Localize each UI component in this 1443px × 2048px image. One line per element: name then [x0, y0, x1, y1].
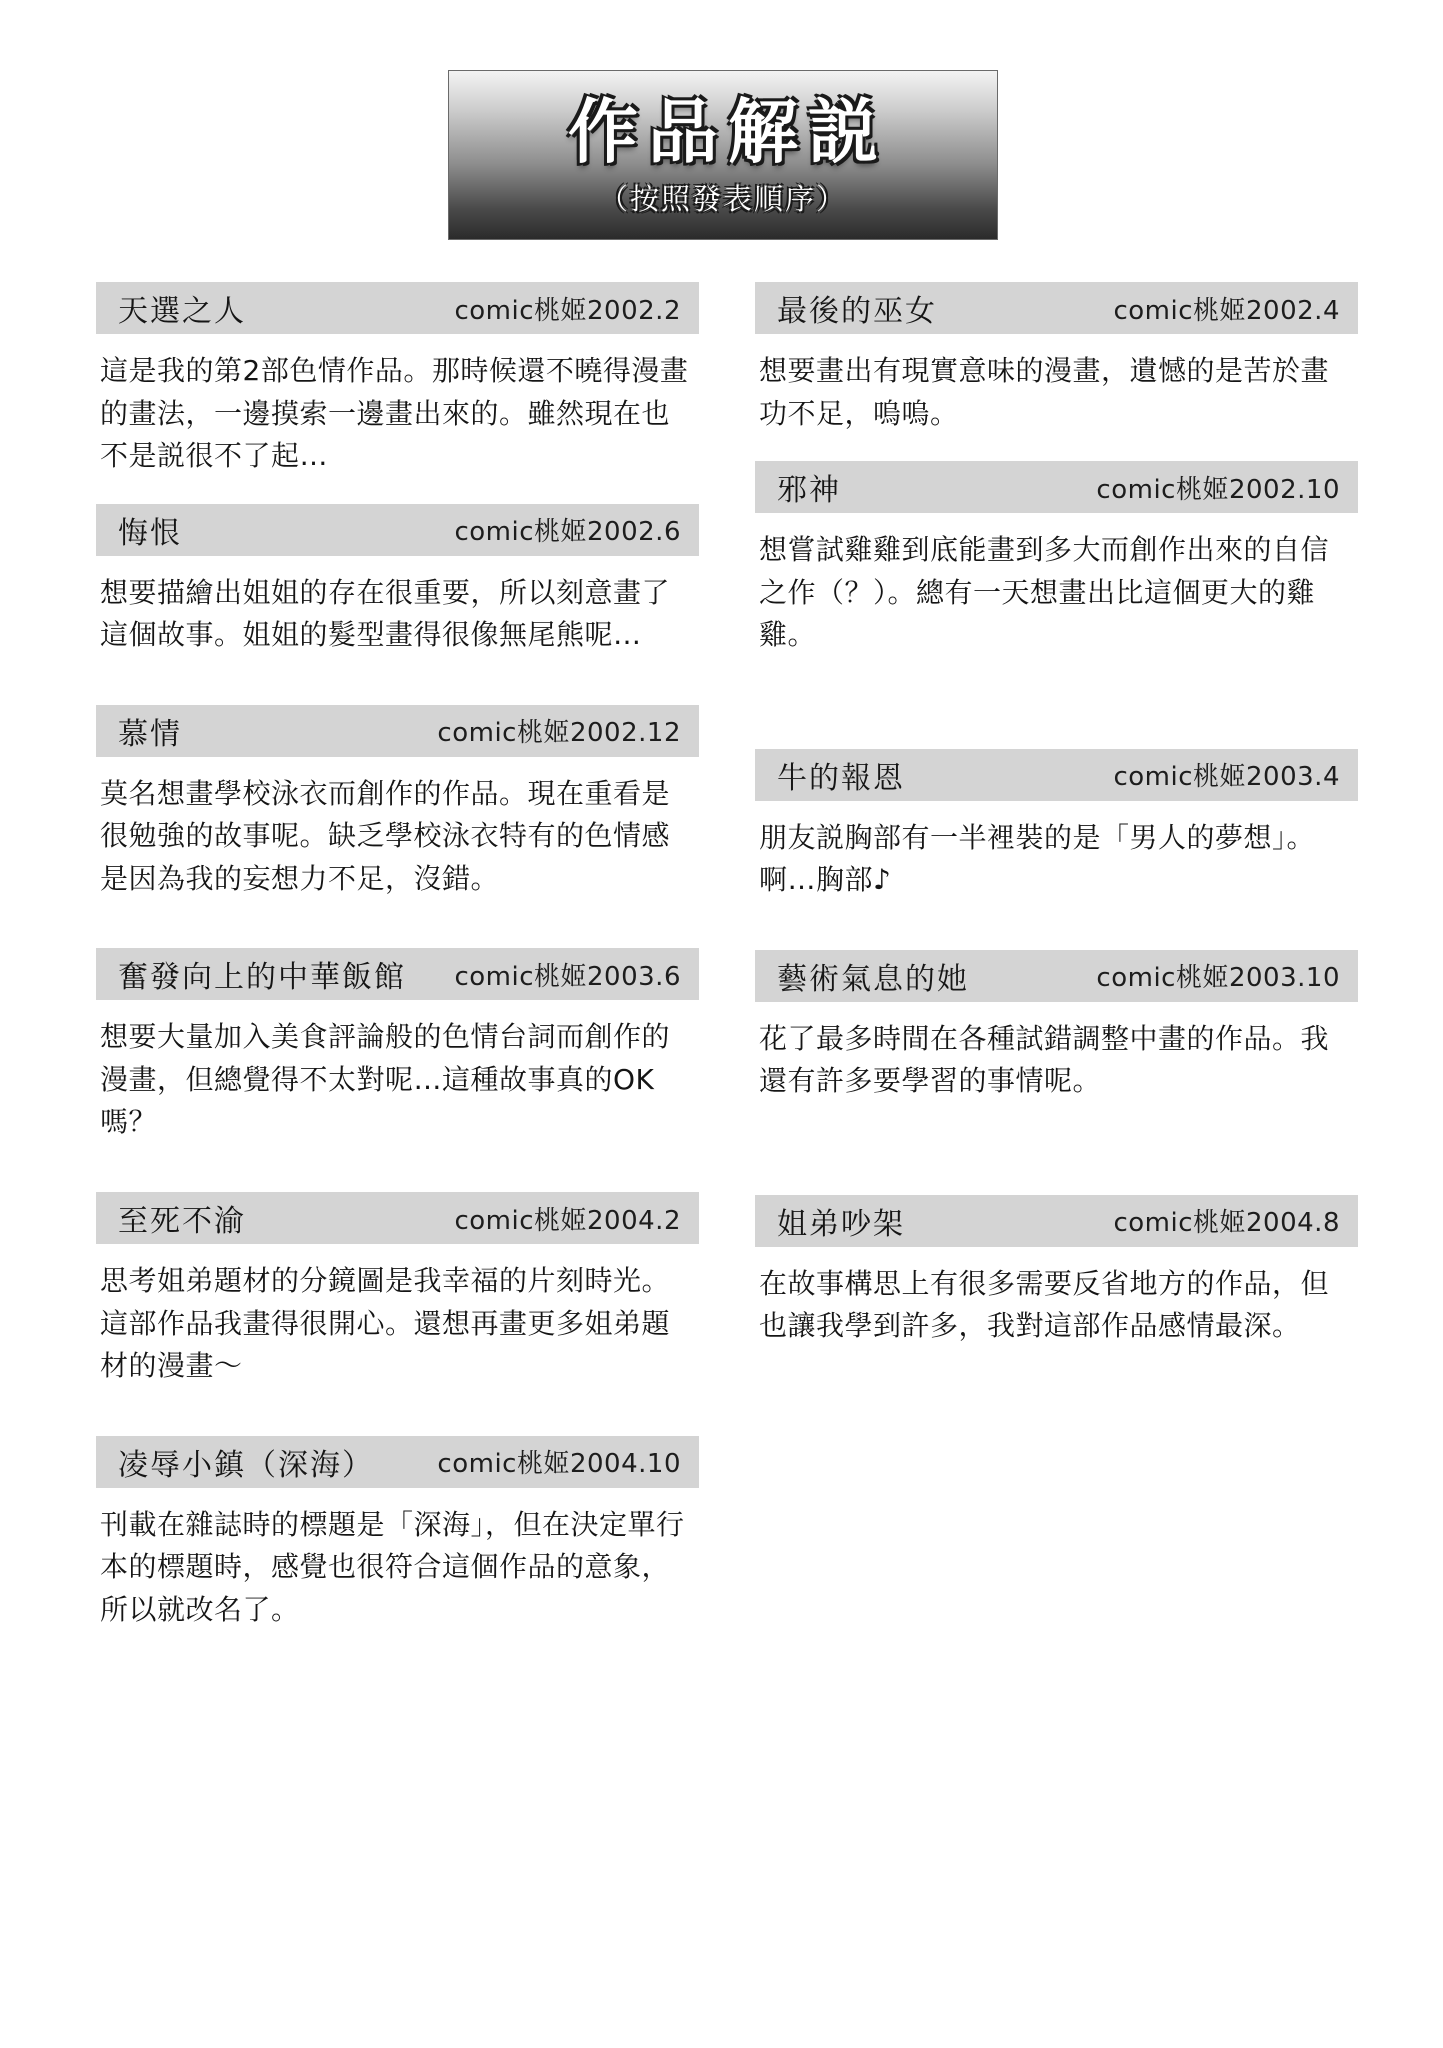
entry-title: 藝術氣息的她 — [777, 961, 969, 997]
entry — [96, 948, 699, 1144]
page-title: 作品解説 — [568, 90, 888, 173]
entry-source: comic桃姬2003.10 — [1096, 963, 1340, 994]
entry-header — [96, 282, 699, 334]
entry-body: 想嘗試雞雞到底能畫到多大而創作出來的自信之作（？）。總有一天想畫出比這個更大的雞雞。 — [759, 533, 1330, 652]
entry-body: 想要畫出有現實意味的漫畫，遺憾的是苦於畫功不足，嗚嗚。 — [759, 354, 1330, 430]
entry-body: 想要描繪出姐姐的存在很重要，所以刻意畫了這個故事。姐姐的髮型畫得很像無尾熊呢… — [100, 575, 671, 652]
entry-source: comic桃姬2002.10 — [1096, 474, 1340, 505]
entry-header — [755, 950, 1358, 1002]
entry — [96, 1192, 699, 1388]
page-subtitle: （按照發表順序） — [598, 181, 847, 216]
entry — [755, 749, 1358, 902]
entry-title: 悔恨 — [118, 515, 182, 551]
entry — [755, 950, 1358, 1103]
entry — [755, 1195, 1358, 1348]
entry-title: 邪神 — [777, 473, 841, 509]
entries-columns — [96, 282, 1358, 1679]
column-right — [755, 282, 1358, 1679]
entry-title: 最後的巫女 — [777, 294, 937, 329]
page-title-banner — [448, 70, 998, 240]
entry-source: comic桃姬2002.12 — [437, 718, 681, 749]
entry-source: comic桃姬2004.2 — [454, 1205, 681, 1236]
entry-source: comic桃姬2003.4 — [1113, 762, 1340, 793]
entry-source: comic桃姬2002.6 — [454, 517, 681, 548]
entry — [755, 282, 1358, 435]
entry-title: 凌辱小鎮（深海） — [118, 1447, 374, 1483]
entry-body: 這是我的第2部色情作品。那時候還不曉得漫畫的畫法，一邊摸索一邊畫出來的。雖然現在也不是説很不了起… — [100, 354, 689, 473]
entry-title: 牛的報恩 — [777, 760, 905, 796]
entry-title: 至死不渝 — [118, 1204, 246, 1240]
entry — [96, 282, 699, 478]
entry-title: 天選之人 — [118, 294, 246, 329]
entry-body: 在故事構思上有很多需要反省地方的作品，但也讓我學到許多，我對這部作品感情最深。 — [759, 1266, 1330, 1343]
entry-header — [96, 948, 699, 1000]
entry-source: comic桃姬2004.8 — [1113, 1208, 1340, 1239]
entry-header — [755, 282, 1358, 334]
entry-title: 姐弟吵架 — [777, 1206, 905, 1242]
entry-header — [96, 1436, 699, 1488]
entry-body: 莫名想畫學校泳衣而創作的作品。現在重看是很勉強的故事呢。缺乏學校泳衣特有的色情感是因為我的妄想力不足，沒錯。 — [100, 776, 671, 895]
column-left — [96, 282, 699, 1679]
entry-source: comic桃姬2003.6 — [454, 961, 681, 992]
entry-header — [96, 1192, 699, 1244]
entry-source: comic桃姬2002.4 — [1113, 295, 1340, 326]
entry-header — [96, 504, 699, 556]
entry-header — [755, 749, 1358, 801]
entry-source: comic桃姬2004.10 — [437, 1449, 681, 1480]
entry — [755, 461, 1358, 657]
entry-title: 慕情 — [118, 716, 182, 752]
entry-body: 朋友説胸部有一半裡裝的是「男人的夢想」。啊…胸部♪ — [759, 820, 1316, 897]
entry-header — [755, 1195, 1358, 1247]
entry-header — [96, 705, 699, 757]
entry-header — [755, 461, 1358, 513]
entry-body: 刊載在雜誌時的標題是「深海」，但在決定單行本的標題時，感覺也很符合這個作品的意象，所以就改名了。 — [100, 1507, 685, 1626]
entry-source: comic桃姬2002.2 — [454, 295, 681, 326]
entry — [96, 705, 699, 901]
entry — [96, 1436, 699, 1632]
entry — [96, 504, 699, 657]
entry-body: 思考姐弟題材的分鏡圖是我幸福的片刻時光。這部作品我畫得很開心。還想再畫更多姐弟題材的漫畫～ — [100, 1264, 671, 1383]
entry-body: 花了最多時間在各種試錯調整中畫的作品。我還有許多要學習的事情呢。 — [759, 1021, 1330, 1098]
entry-title: 奮發向上的中華飯館 — [118, 960, 406, 996]
entry-body: 想要大量加入美食評論般的色情台詞而創作的漫畫，但總覺得不太對呢…這種故事真的OK嗎？ — [100, 1020, 671, 1139]
